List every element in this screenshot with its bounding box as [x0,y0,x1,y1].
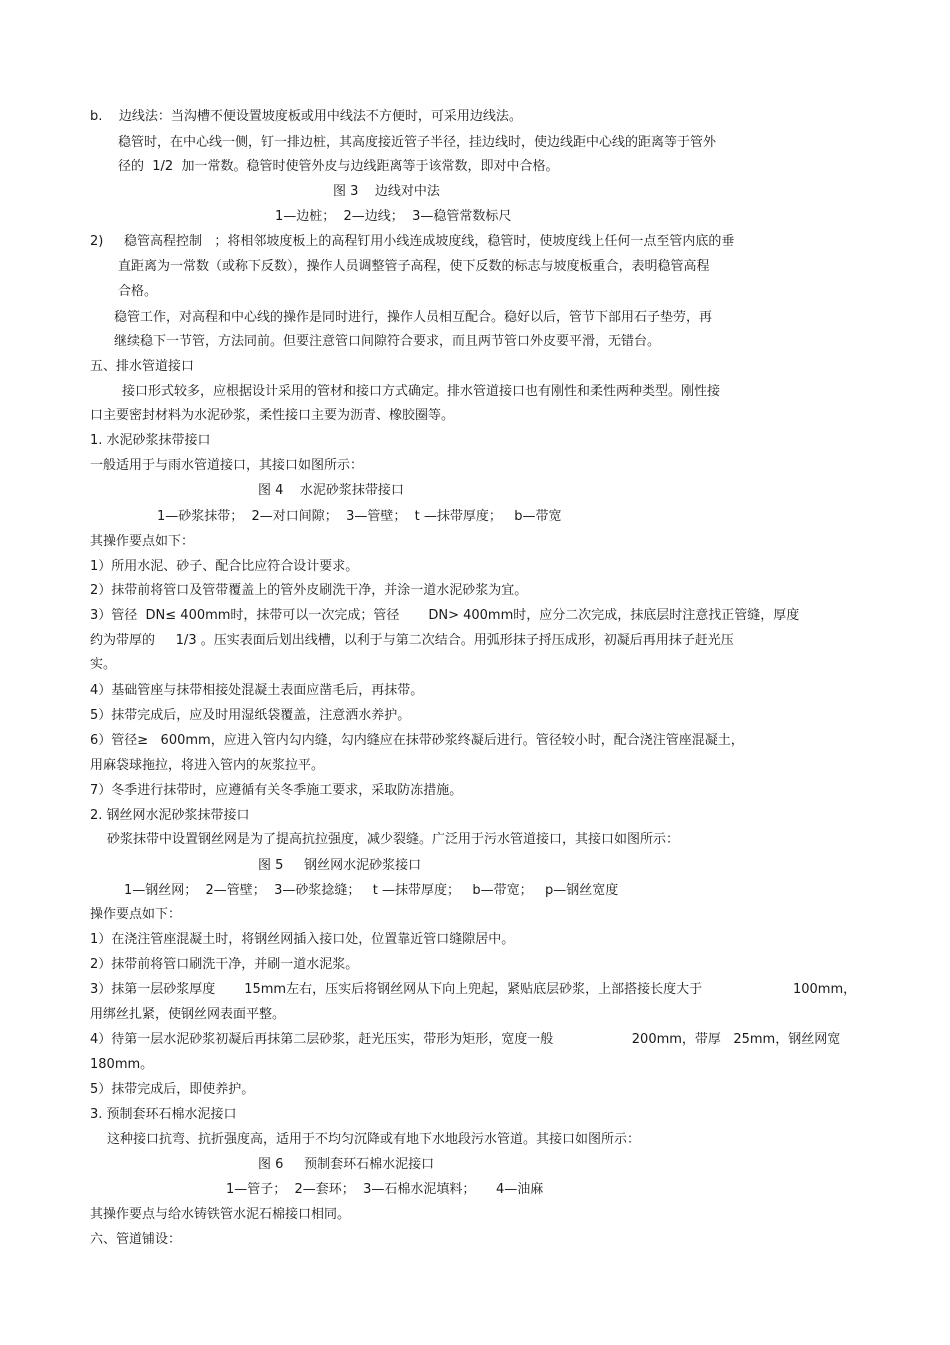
list-item: 7）冬季进行抹带时，应遵循有关冬季施工要求，采取防冻措施。 [90,783,463,798]
list-item: 180mm。 [90,1057,154,1072]
text-line: 2) 稳管高程控制 ；将相邻坡度板上的高程钉用小线连成坡度线，稳管时，使坡度线上任何一点至管内底的垂 [90,234,735,249]
list-item: 约为带厚的 1/3 。压实表面后划出线槽，以利于与第二次结合。用弧形抹子捋压成形，初凝后再用抹子赶光压 [90,633,734,648]
figure-caption: 图 4 水泥砂浆抹带接口 [258,483,404,498]
list-item: 用麻袋球拖拉，将进入管内的灰浆拉平。 [90,758,325,773]
subsection-heading: 3. 预制套环石棉水泥接口 [90,1107,237,1122]
subsection-heading: 1. 水泥砂浆抹带接口 [90,433,211,448]
text-line: 稳管时，在中心线一侧，钉一排边桩，其高度接近管子半径，挂边线时，使边线距中心线的距离等于管外 [118,135,717,150]
text-line: 口主要密封材料为水泥砂浆，柔性接口主要为沥青、橡胶圈等。 [90,408,455,423]
figure-legend: 1—管子； 2—套环； 3—石棉水泥填料； 4—油麻 [226,1182,544,1197]
text-line: 这种接口抗弯、抗折强度高，适用于不均匀沉降或有地下水地段污水管道。其接口如图所示： [107,1132,641,1147]
figure-legend: 1—砂浆抹带； 2—对口间隙； 3—管壁； t —抹带厚度； b—带宽 [157,509,562,524]
list-item: 5）抹带完成后，应及时用湿纸袋覆盖，注意洒水养护。 [90,708,411,723]
section-heading: 五、排水管道接口 [90,359,195,374]
text-line: 操作要点如下： [90,907,182,922]
figure-legend: 1—边桩； 2—边线； 3—稳管常数标尺 [275,209,512,224]
list-item: 3）管径 DN≤ 400mm时，抹带可以一次完成；管径 DN> 400mm时，应分二次完成，抹底层时注意找正管缝，厚度 [90,608,800,623]
figure-caption: 图 5 钢丝网水泥砂浆接口 [258,858,422,873]
list-item: 3）抹第一层砂浆厚度 15mm左右，压实后将钢丝网从下向上兜起，紧贴底层砂浆，上部搭接长度大于 100mm， [90,982,857,997]
list-item: 4）基础管座与抹带相接处混凝土表面应凿毛后，再抹带。 [90,683,424,698]
figure-legend: 1—钢丝网； 2—管壁； 3—砂浆捻缝； t —抹带厚度； b—带宽； p—钢丝宽度 [124,883,619,898]
text-line: 继续稳下一节管，方法同前。但要注意管口间隙符合要求，而且两节管口外皮要平滑，无错台。 [114,334,661,349]
text-line: 径的 1/2 加一常数。稳管时使管外皮与边线距离等于该常数，即对中合格。 [118,159,559,174]
text-line: 砂浆抹带中设置钢丝网是为了提高抗拉强度，减少裂缝。广泛用于污水管道接口，其接口如图所示： [107,832,680,847]
text-line: 接口形式较多，应根据设计采用的管材和接口方式确定。排水管道接口也有刚性和柔性两种类型。刚性接 [122,384,721,399]
text-line: 其操作要点与给水铸铁管水泥石棉接口相同。 [90,1207,351,1222]
figure-caption: 图 6 预制套环石棉水泥接口 [258,1157,435,1172]
text-line: 直距离为一常数（或称下反数），操作人员调整管子高程，使下反数的标志与坡度板重合，表明稳管高程 [118,259,710,274]
list-item: 2）抹带前将管口及管带覆盖上的管外皮刷洗干净，并涂一道水泥砂浆为宜。 [90,583,528,598]
text-line: 稳管工作，对高程和中心线的操作是同时进行，操作人员相互配合。稳好以后，管节下部用石子垫劳，再 [114,310,713,325]
text-line: b. 边线法：当沟槽不便设置坡度板或用中线法不方便时，可采用边线法。 [90,109,522,124]
section-heading: 六、管道铺设： [90,1232,182,1247]
text-line: 其操作要点如下： [90,534,195,549]
list-item: 6）管径≥ 600mm，应进入管内勾内缝，勾内缝应在抹带砂浆终凝后进行。管径较小时，配合浇注管座混凝土， [90,733,744,748]
list-item: 用绑丝扎紧，使钢丝网表面平整。 [90,1007,286,1022]
list-item: 实。 [90,657,117,672]
list-item: 1）在浇注管座混凝土时，将钢丝网插入接口处，位置靠近管口缝隙居中。 [90,932,515,947]
list-item: 2）抹带前将管口刷洗干净，并刷一道水泥浆。 [90,957,359,972]
text-line: 一般适用于与雨水管道接口，其接口如图所示： [90,458,364,473]
list-item: 1）所用水泥、砂子、配合比应符合设计要求。 [90,559,359,574]
subsection-heading: 2. 钢丝网水泥砂浆抹带接口 [90,808,250,823]
figure-caption: 图 3 边线对中法 [333,184,440,199]
text-line: 合格。 [118,284,158,299]
list-item: 5）抹带完成后，即使养护。 [90,1082,255,1097]
list-item: 4）待第一层水泥砂浆初凝后再抹第二层砂浆，赶光压实，带形为矩形，宽度一般 200mm，带厚 25mm，钢丝网宽 [90,1032,841,1047]
